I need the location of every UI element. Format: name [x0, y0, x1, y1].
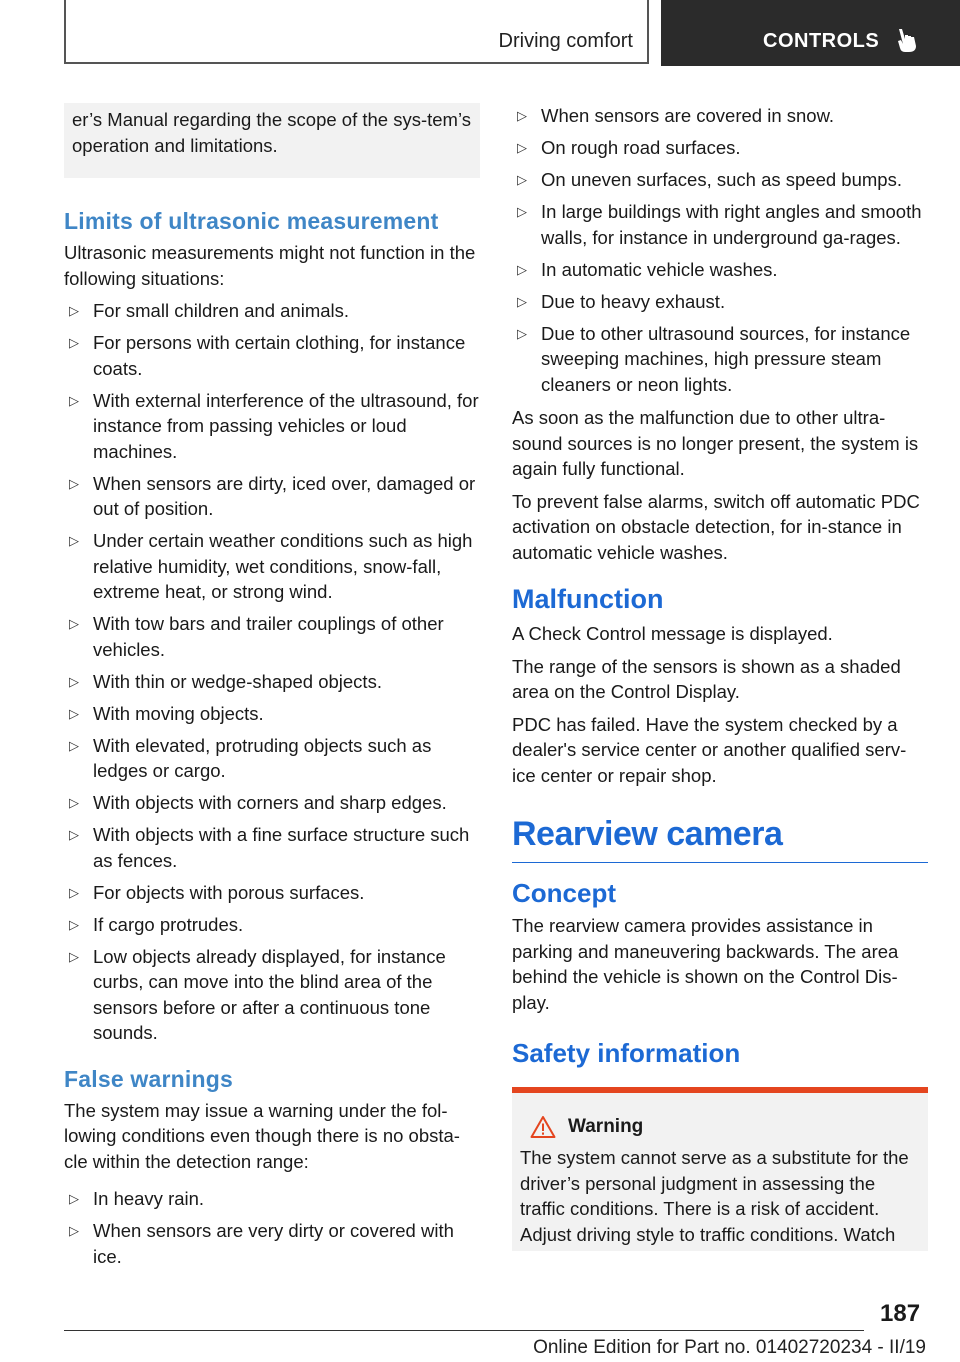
list-item: ▷ Under certain weather conditions such as high relative humidity, wet conditions, snow-fall, extreme heat, or strong wind.	[69, 530, 473, 602]
triangle-bullet-icon: ▷	[517, 172, 527, 187]
malfunction-text-1: A Check Control message is displayed.	[512, 623, 833, 644]
list-item: ▷ With objects with corners and sharp edges.	[64, 790, 480, 816]
intro-note-text: er’s Manual regarding the scope of the sys-tem’s operation and limitations.	[72, 109, 471, 156]
malfunction-text-3: PDC has failed. Have the system checked by a dealer's service center or another qualified serv-ice center or repair shop.	[512, 713, 907, 786]
triangle-bullet-icon: ▷	[517, 293, 527, 309]
header-chapter-tab	[661, 0, 960, 66]
list-item: ▷ If cargo protrudes.	[64, 912, 480, 938]
triangle-bullet-icon: ▷	[69, 737, 79, 753]
triangle-bullet-icon: ▷	[69, 533, 79, 548]
warning-text: The system cannot serve as a substitute for the driver’s personal judgment in assessing the traffic conditions. There is a risk of accident. Adjust driving style to traffic conditions. Watch	[520, 1147, 909, 1245]
limits-intro: Ultrasonic measurements might not function in the following situations:	[64, 242, 476, 289]
false-warnings-intro: The system may issue a warning under the fol-lowing conditions even though there is no obsta-cle within the detection range:	[64, 1099, 460, 1172]
header-section-tab	[64, 0, 649, 64]
triangle-bullet-icon: ▷	[517, 325, 527, 341]
page-number: 187	[880, 1300, 921, 1327]
triangle-bullet-icon: ▷	[69, 335, 79, 350]
false-warnings-list-continued	[512, 103, 928, 397]
triangle-bullet-icon: ▷	[69, 1191, 79, 1206]
malfunction-heading: Malfunction	[512, 584, 664, 614]
triangle-bullet-icon: ▷	[517, 108, 527, 123]
list-item: ▷ For persons with certain clothing, for instance coats.	[69, 332, 466, 379]
list-item: ▷ Due to other ultrasound sources, for instance sweeping machines, high pressure steam cleaners or neon lights.	[517, 322, 911, 395]
triangle-bullet-icon: ▷	[69, 948, 79, 964]
warning-header	[520, 1115, 920, 1139]
triangle-bullet-icon: ▷	[517, 261, 527, 277]
concept-heading: Concept	[512, 878, 616, 908]
triangle-bullet-icon: ▷	[69, 475, 79, 491]
concept-text: The rearview camera provides assistance in parking and maneuvering backwards. The area behind the vehicle is shown on the Control Dis-play.	[512, 915, 899, 1013]
triangle-bullet-icon: ▷	[69, 1223, 79, 1238]
warning-box	[512, 1087, 928, 1251]
false-alarm-paragraph: To prevent false alarms, switch off automatic PDC activation on obstacle detection, for in-stance in automatic vehicle washes.	[512, 490, 920, 563]
left-column	[64, 103, 480, 1277]
limits-list	[64, 298, 480, 1046]
triangle-bullet-icon: ▷	[69, 827, 79, 842]
false-warnings-heading: False warnings	[64, 1065, 233, 1092]
triangle-bullet-icon: ▷	[69, 916, 79, 932]
edition-footer: Online Edition for Part no. 01402720234 - II/19	[533, 1337, 926, 1358]
triangle-bullet-icon: ▷	[69, 705, 79, 721]
triangle-bullet-icon: ▷	[69, 303, 79, 318]
intro-note-box	[64, 103, 480, 178]
list-item: ▷ Low objects already displayed, for instance curbs, can move into the blind area of the sensors before or after a continuous tone sounds.	[69, 945, 446, 1043]
false-warnings-list	[64, 1186, 480, 1269]
list-item: ▷ In automatic vehicle washes.	[512, 257, 928, 283]
list-item: ▷ For objects with porous surfaces.	[64, 880, 480, 906]
list-item: ▷ With elevated, protruding objects such as ledges or cargo.	[69, 734, 432, 781]
triangle-bullet-icon: ▷	[69, 616, 79, 631]
triangle-bullet-icon: ▷	[517, 204, 527, 219]
malfunction-text-2: The range of the sensors is shown as a shaded area on the Control Display.	[512, 655, 901, 702]
warning-title: Warning	[568, 1116, 644, 1137]
list-item: ▷ When sensors are dirty, iced over, damaged or out of position.	[69, 472, 476, 519]
triangle-bullet-icon: ▷	[69, 673, 79, 689]
list-item: ▷ In large buildings with right angles and smooth walls, for instance in underground ga-rages.	[517, 201, 922, 248]
triangle-bullet-icon: ▷	[69, 884, 79, 900]
right-column	[512, 103, 928, 1251]
limits-heading: Limits of ultrasonic measurement	[64, 208, 439, 234]
header-section-title: Driving comfort	[498, 30, 633, 52]
footer-divider	[64, 1330, 864, 1331]
list-item: ▷ When sensors are very dirty or covered with ice.	[69, 1220, 454, 1267]
list-item: ▷ On uneven surfaces, such as speed bumps.	[512, 167, 928, 193]
list-item: ▷ With tow bars and trailer couplings of other vehicles.	[69, 613, 444, 660]
list-item: ▷ In heavy rain.	[64, 1186, 480, 1212]
safety-information-heading: Safety information	[512, 1038, 741, 1068]
list-item: ▷ With thin or wedge-shaped objects.	[64, 669, 480, 695]
list-item: ▷ Due to heavy exhaust.	[512, 289, 928, 315]
warning-triangle-icon	[530, 1115, 556, 1139]
list-item: ▷ With external interference of the ultrasound, for instance from passing vehicles or loud machines.	[69, 389, 479, 462]
recovery-paragraph: As soon as the malfunction due to other ultra-sound sources is no longer present, the system is again fully functional.	[512, 407, 919, 479]
list-item: ▷ With moving objects.	[64, 701, 480, 727]
list-item: ▷ With objects with a fine surface structure such as fences.	[69, 824, 470, 871]
list-item: ▷ For small children and animals.	[64, 298, 480, 324]
list-item: ▷ On rough road surfaces.	[512, 135, 928, 161]
triangle-bullet-icon: ▷	[69, 392, 79, 408]
pointing-hand-icon	[893, 26, 921, 54]
triangle-bullet-icon: ▷	[69, 795, 79, 810]
rearview-camera-heading: Rearview camera	[512, 814, 928, 863]
list-item: ▷ When sensors are covered in snow.	[512, 103, 928, 129]
header-chapter-title: CONTROLS	[763, 30, 880, 52]
triangle-bullet-icon: ▷	[517, 140, 527, 155]
